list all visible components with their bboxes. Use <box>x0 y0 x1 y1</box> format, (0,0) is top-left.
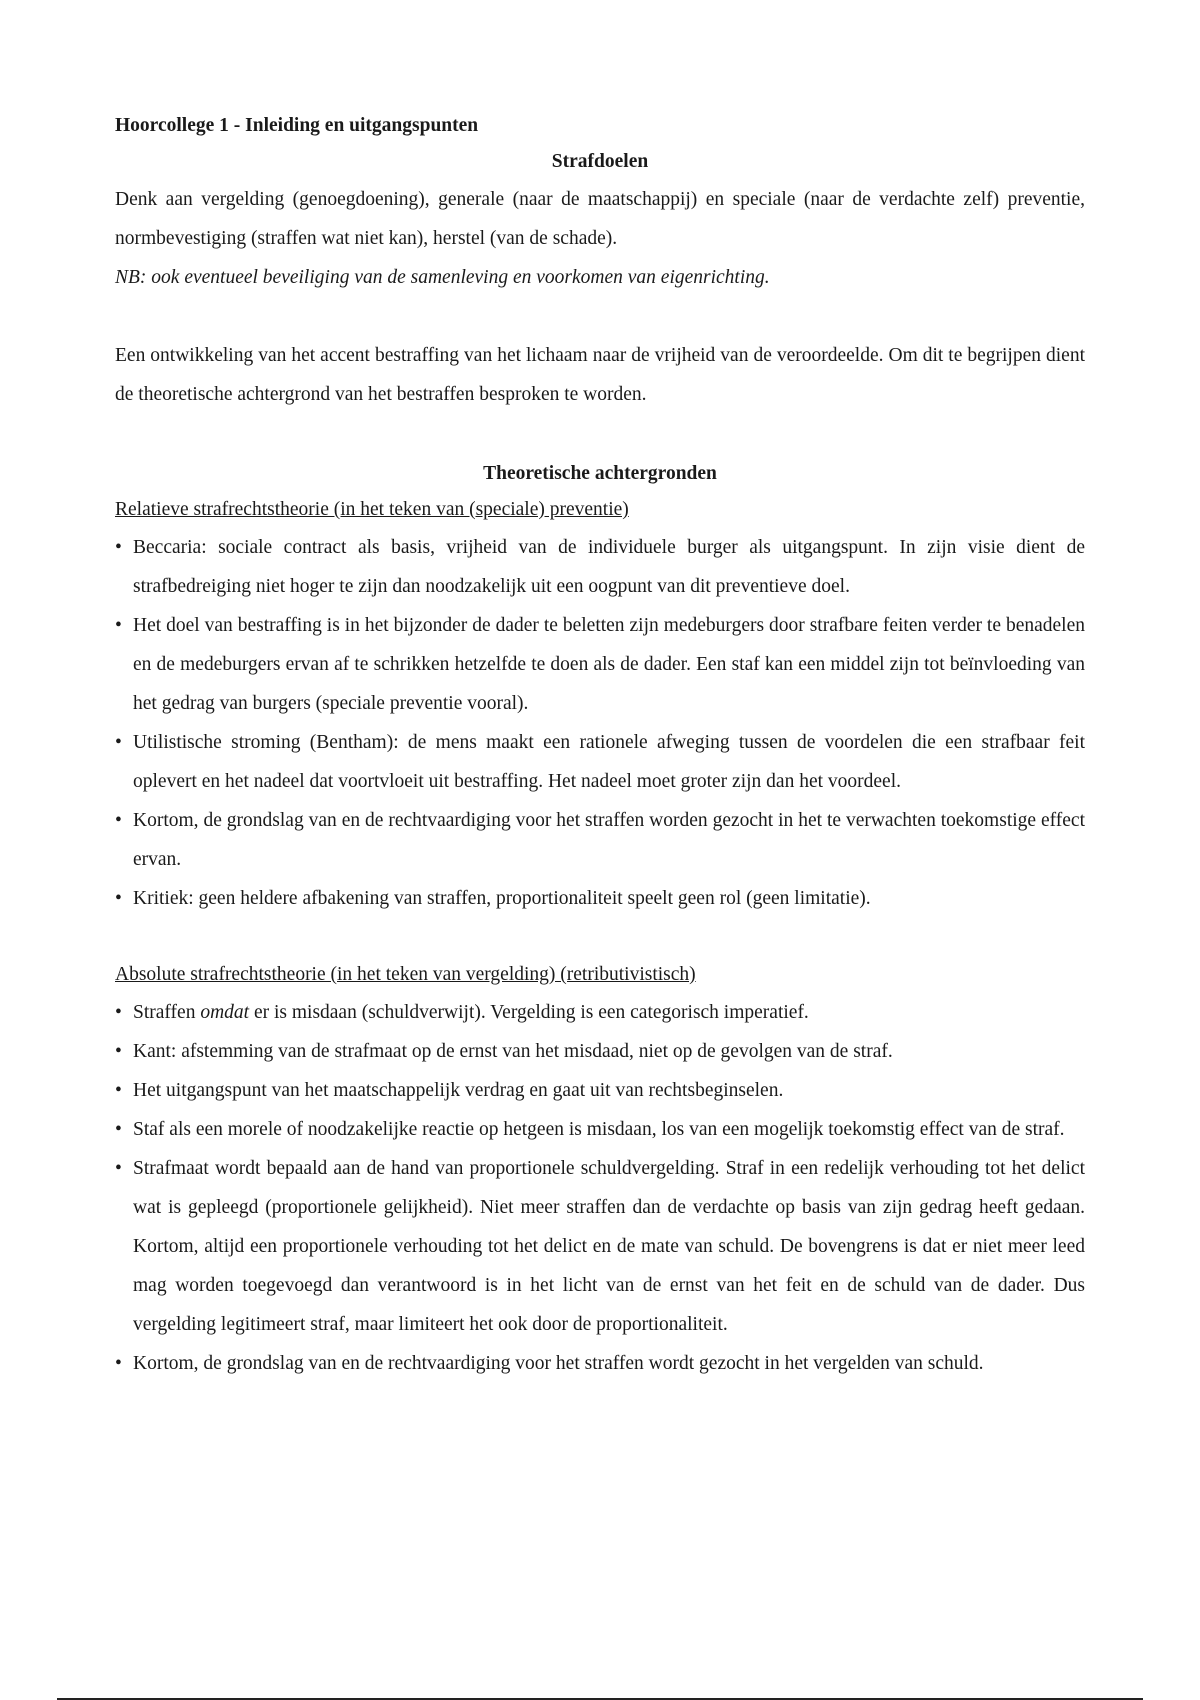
subheading-relatieve-theorie: Relatieve strafrechtstheorie (in het teken van (speciale) preventie) <box>115 499 629 520</box>
list-item: • Kortom, de grondslag van en de rechtvaardiging voor het straffen wordt gezocht in het vergelden van schuld. <box>115 1344 1085 1383</box>
list-item: • Kortom, de grondslag van en de rechtvaardiging voor het straffen worden gezocht in het te verwachten toekomstige effect ervan. <box>115 801 1085 879</box>
spacer <box>115 918 1085 957</box>
absolute-theory-list <box>115 993 1085 1383</box>
list-item: • Kant: afstemming van de strafmaat op de ernst van het misdaad, niet op de gevolgen van de straf. <box>115 1032 1085 1071</box>
list-item: • Strafmaat wordt bepaald aan de hand van proportionele schuldvergelding. Straf in een redelijk verhouding tot het delict wat is gepleegd (proportionele gelijkheid). Niet meer straffen dan de verdachte op basis van zijn gedrag heeft gedaan. Kortom, altijd een proportionele verhouding tot het delict en de mate van schuld. De bovengrens is dat er niet meer leed mag worden toegevoegd dan verantwoord is in het licht van de ernst van het feit en de schuld van de dader. Dus vergelding legitimeert straf, maar limiteert het ook door de proportionaliteit. <box>115 1149 1085 1344</box>
list-item: • Kritiek: geen heldere afbakening van straffen, proportionaliteit speelt geen rol (geen limitatie). <box>115 879 1085 918</box>
bullet-text: Straffen <box>133 1002 201 1023</box>
paragraph-ontwikkeling: Een ontwikkeling van het accent bestraffing van het lichaam naar de vrijheid van de veroordeelde. Om dit te begrijpen dient de theoretische achtergrond van het bestraffen besproken te worden. <box>115 345 1085 405</box>
list-item: • Utilistische stroming (Bentham): de mens maakt een rationele afweging tussen de voordelen die een strafbaar feit oplevert en het nadeel dat voortvloeit uit bestraffing. Het nadeel moet groter zijn dan het voordeel. <box>115 723 1085 801</box>
list-item <box>115 993 1085 1032</box>
section-heading-theoretische-achtergronden: Theoretische achtergronden <box>483 463 717 484</box>
spacer <box>115 297 1085 336</box>
list-item: • Staf als een morele of noodzakelijke reactie op hetgeen is misdaan, los van een mogelijk toekomstig effect van de straf. <box>115 1110 1085 1149</box>
relative-theory-list <box>115 528 1085 918</box>
emphasis-text: omdat <box>200 1002 250 1023</box>
document-page <box>115 112 1085 1383</box>
list-item: • Beccaria: sociale contract als basis, vrijheid van de individuele burger als uitgangspunt. In zijn visie dient de strafbedreiging niet hoger te zijn dan noodzakelijk uit een oogpunt van dit preventieve doel. <box>115 528 1085 606</box>
list-item: • Het doel van bestraffing is in het bijzonder de dader te beletten zijn medeburgers door strafbare feiten verder te benadelen en de medeburgers ervan af te schrikken hetzelfde te doen als de dader. Een staf kan een middel zijn tot beïnvloeding van het gedrag van burgers (speciale preventie vooral). <box>115 606 1085 723</box>
spacer <box>115 414 1085 452</box>
section-heading-strafdoelen: Strafdoelen <box>551 151 649 172</box>
document-title: Hoorcollege 1 - Inleiding en uitgangspunten <box>115 115 479 136</box>
note-nb: NB: ook eventueel beveiliging van de samenleving en voorkomen van eigenrichting. <box>115 267 770 288</box>
paragraph-strafdoelen: Denk aan vergelding (genoegdoening), generale (naar de maatschappij) en speciale (naar de verdachte zelf) preventie, normbevestiging (straffen wat niet kan), herstel (van de schade). <box>115 189 1085 249</box>
list-item: • Het uitgangspunt van het maatschappelijk verdrag en gaat uit van rechtsbeginselen. <box>115 1071 1085 1110</box>
bullet-text: er is misdaan (schuldverwijt). Vergelding is een categorisch imperatief. <box>249 1002 809 1023</box>
subheading-absolute-theorie: Absolute strafrechtstheorie (in het teken van vergelding) (retributivistisch) <box>115 964 696 985</box>
